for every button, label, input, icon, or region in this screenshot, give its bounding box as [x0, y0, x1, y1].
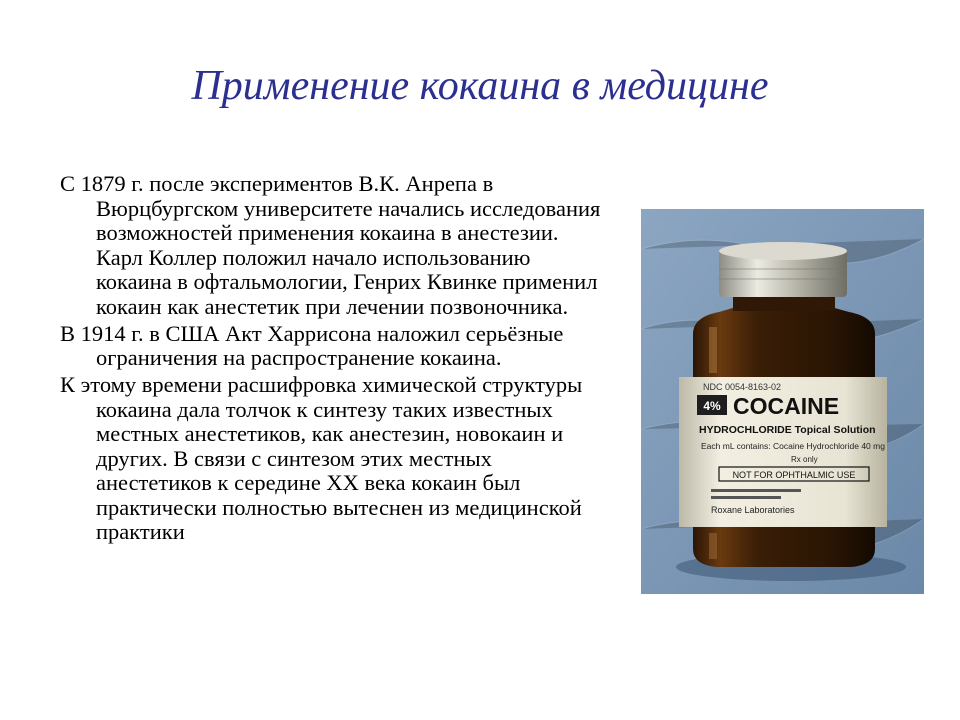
cocaine-bottle-photo: [641, 209, 924, 594]
label-warning: NOT FOR OPHTHALMIC USE: [732, 470, 856, 480]
label-subtitle: HYDROCHLORIDE Topical Solution: [699, 424, 876, 436]
paragraph-harrison-act: В 1914 г. в США Акт Харрисона наложил серьёзные ограничения на распространение кокаина.: [60, 320, 564, 370]
paragraph-synthesis: К этому времени расшифровка химической структуры кокаина дала толчок к синтезу таких известных местных анестетиков, как анестезин, новокаин и других. В связи с синтезом этих местных анестетиков к середине XX века кокаин был практически полностью вытеснен из медицинской практики: [60, 372, 583, 544]
slide-title: Применение кокаина в медицине: [191, 63, 769, 109]
label-contains: Each mL contains: Cocaine Hydrochloride 40 mg: [701, 441, 885, 451]
label-brand: COCAINE: [733, 393, 840, 419]
label-maker: Roxane Laboratories: [711, 505, 795, 515]
label-percent: 4%: [703, 399, 721, 413]
label-ndc: NDC 0054-8163-02: [703, 382, 782, 392]
paragraph-history: С 1879 г. после экспериментов В.К. Анрепа в Вюрцбургском университете начались исследования возможностей применения кокаина в анестезии. Карл Коллер положил начало использованию кокаина в офтальмологии, Генрих Квинке применил кокаин как анестетик при лечении позвоночника.: [60, 171, 601, 319]
label-rx: Rx only: [791, 455, 818, 464]
body-text: [60, 172, 605, 547]
